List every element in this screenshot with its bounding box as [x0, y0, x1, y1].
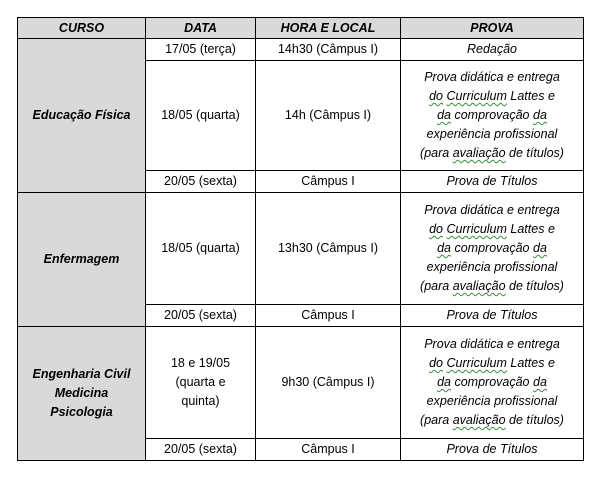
prova-cell — [401, 39, 584, 61]
data-line: 17/05 (terça) — [165, 42, 236, 56]
data-line: 20/05 (sexta) — [164, 174, 237, 188]
prova-line: (para avaliação de títulos) — [420, 413, 564, 427]
prova-line: Prova de Títulos — [446, 174, 538, 188]
prova-line: Prova didática e entrega — [424, 70, 560, 84]
hora-local-cell: Câmpus I — [256, 439, 401, 461]
prova-line: experiência profissional — [426, 394, 558, 408]
prova-line: Prova de Títulos — [446, 442, 538, 456]
header-data: DATA — [146, 18, 256, 39]
curso-cell — [18, 327, 146, 461]
prova-line: Prova didática e entrega — [424, 337, 560, 351]
prova-cell — [401, 171, 584, 193]
prova-cell — [401, 327, 584, 439]
curso-name: Medicina — [54, 386, 109, 400]
prova-line: da comprovação da — [437, 241, 547, 255]
data-cell — [146, 61, 256, 171]
prova-line: da comprovação da — [437, 375, 547, 389]
table-row — [18, 39, 584, 61]
prova-line: experiência profissional — [426, 260, 558, 274]
prova-line: (para avaliação de títulos) — [420, 279, 564, 293]
prova-cell — [401, 61, 584, 171]
prova-cell — [401, 305, 584, 327]
data-cell — [146, 305, 256, 327]
curso-name: Engenharia Civil — [32, 367, 131, 381]
data-cell — [146, 327, 256, 439]
prova-line: da comprovação da — [437, 108, 547, 122]
hora-local-cell: 14h30 (Câmpus I) — [256, 39, 401, 61]
prova-line: do Curriculum Lattes e — [429, 89, 555, 103]
curso-cell — [18, 39, 146, 193]
data-cell — [146, 439, 256, 461]
data-line: 18/05 (quarta) — [161, 108, 240, 122]
header-hora-local: HORA E LOCAL — [256, 18, 401, 39]
prova-cell — [401, 193, 584, 305]
data-line: quinta) — [181, 394, 220, 408]
curso-name: Psicologia — [50, 405, 113, 419]
data-line: 20/05 (sexta) — [164, 308, 237, 322]
data-line: 18/05 (quarta) — [161, 241, 240, 255]
hora-local-cell: Câmpus I — [256, 171, 401, 193]
prova-line: Redação — [466, 42, 518, 56]
table-row — [18, 327, 584, 439]
hora-local-cell: 14h (Câmpus I) — [256, 61, 401, 171]
hora-local-cell: Câmpus I — [256, 305, 401, 327]
prova-line: Prova didática e entrega — [424, 203, 560, 217]
header-row — [18, 18, 584, 39]
prova-line: experiência profissional — [426, 127, 558, 141]
hora-local-cell: 9h30 (Câmpus I) — [256, 327, 401, 439]
prova-line: do Curriculum Lattes e — [429, 356, 555, 370]
table-row — [18, 193, 584, 305]
prova-cell — [401, 439, 584, 461]
prova-line: Prova de Títulos — [446, 308, 538, 322]
data-line: 20/05 (sexta) — [164, 442, 237, 456]
prova-line: do Curriculum Lattes e — [429, 222, 555, 236]
exam-schedule-table — [17, 17, 584, 461]
data-line: (quarta e — [175, 375, 226, 389]
curso-name: Educação Física — [32, 108, 131, 122]
header-curso: CURSO — [18, 18, 146, 39]
curso-cell — [18, 193, 146, 327]
data-cell — [146, 171, 256, 193]
prova-line: (para avaliação de títulos) — [420, 146, 564, 160]
data-cell — [146, 39, 256, 61]
curso-name: Enfermagem — [43, 252, 120, 266]
data-cell — [146, 193, 256, 305]
data-line: 18 e 19/05 — [170, 356, 231, 370]
hora-local-cell: 13h30 (Câmpus I) — [256, 193, 401, 305]
header-prova: PROVA — [401, 18, 584, 39]
